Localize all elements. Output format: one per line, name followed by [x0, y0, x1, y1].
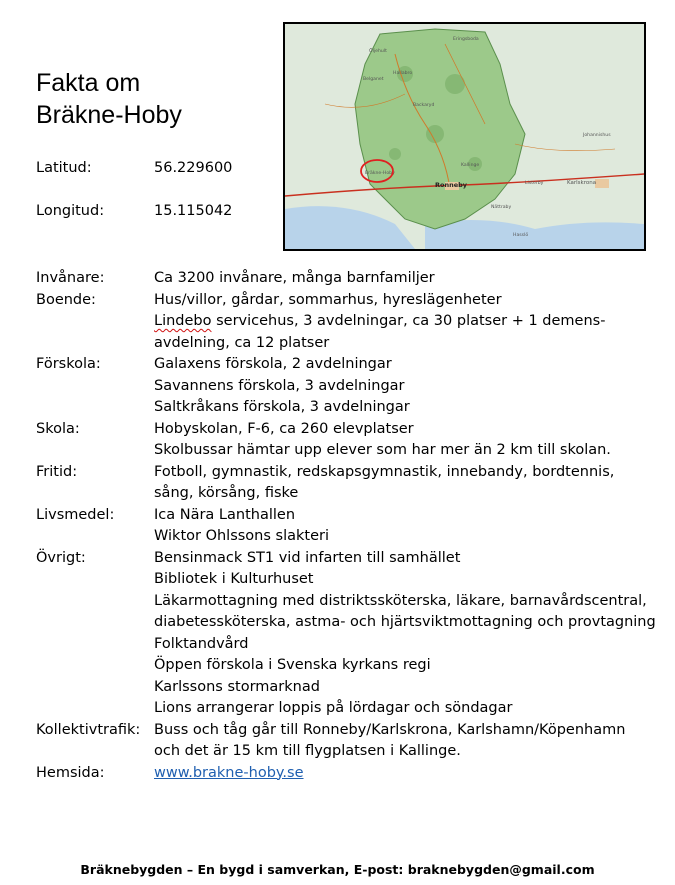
- fact-label: Kollektivtrafik:: [36, 721, 141, 738]
- fact-value: Savannens förskola, 3 avdelningar: [154, 377, 405, 394]
- map-label: Listerby: [525, 181, 544, 186]
- fact-value-rest: servicehus, 3 avdelningar, ca 30 platser + 1 demens-: [211, 313, 606, 329]
- area-map: [283, 22, 646, 251]
- latitude-value: 56.229600: [154, 160, 233, 176]
- fact-value: Lions arrangerar loppis på lördagar och söndagar: [154, 700, 513, 716]
- title-line-2: Bräkne-Hoby: [36, 101, 182, 129]
- fact-label: Fritid:: [36, 463, 78, 480]
- fact-label: Övrigt:: [36, 549, 86, 566]
- map-label: Nättraby: [491, 205, 512, 210]
- fact-value: Bibliotek i Kulturhuset: [154, 571, 314, 587]
- fact-value: Öppen förskola i Svenska kyrkans regi: [154, 657, 431, 673]
- fact-label: Invånare:: [36, 270, 105, 286]
- longitude-label: Longitud:: [36, 203, 105, 219]
- fact-value: Ca 3200 invånare, många barnfamiljer: [154, 270, 435, 286]
- facts-list: [36, 268, 656, 784]
- fact-value: Folktandvård: [154, 635, 249, 652]
- fact-value: Fotboll, gymnastik, redskapsgymnastik, innebandy, bordtennis,: [154, 463, 615, 480]
- fact-value: Saltkråkans förskola, 3 avdelningar: [154, 399, 410, 415]
- map-label: Ronneby: [435, 181, 468, 189]
- fact-kollektivtrafik: [36, 720, 656, 763]
- spellcheck-word: Lindebo: [154, 313, 212, 329]
- map-label: Kallinge: [461, 163, 480, 168]
- fact-label: Förskola:: [36, 356, 101, 372]
- fact-value: Bensinmack ST1 vid infarten till samhället: [154, 549, 461, 566]
- fact-label: Skola:: [36, 420, 80, 437]
- fact-label: Hemsida:: [36, 764, 105, 781]
- fact-fritid: [36, 462, 656, 505]
- page-title: [36, 67, 182, 131]
- map-label: Eringsboda: [453, 37, 479, 42]
- fact-value: Skolbussar hämtar upp elever som har mer än 2 km till skolan.: [154, 442, 611, 458]
- map-label: Öljehult: [369, 49, 387, 54]
- fact-value: Galaxens förskola, 2 avdelningar: [154, 356, 392, 372]
- map-label: Belganet: [363, 77, 384, 82]
- fact-value: avdelning, ca 12 platser: [154, 334, 330, 351]
- longitude-value: 15.115042: [154, 203, 233, 219]
- fact-value: diabetessköterska, astma- och hjärtsviktmottagning och provtagning: [154, 614, 656, 630]
- fact-value: Buss och tåg går till Ronneby/Karlskrona, Karlshamn/Köpenhamn: [154, 721, 626, 738]
- map-label: Hallabro: [393, 71, 413, 76]
- fact-boende: [36, 290, 656, 355]
- website-link[interactable]: www.brakne-hoby.se: [154, 764, 304, 781]
- map-graphic: [285, 24, 644, 249]
- fact-value: Hus/villor, gårdar, sommarhus, hyreslägenheter: [154, 291, 502, 308]
- fact-livsmedel: [36, 505, 656, 548]
- map-label: Johannishus: [583, 133, 611, 138]
- fact-ovrigt: [36, 548, 656, 720]
- map-label: Karlskrona: [567, 180, 597, 186]
- fact-hemsida: [36, 763, 656, 785]
- fact-skola: [36, 419, 656, 462]
- footer: Bräknebygden – En bygd i samverkan, E-post: braknebygden@gmail.com: [80, 862, 595, 877]
- map-label: Hasslö: [513, 233, 529, 238]
- fact-value: [154, 311, 656, 333]
- fact-value: Läkarmottagning med distriktssköterska, läkare, barnavårdscentral,: [154, 592, 647, 609]
- fact-value: Karlssons stormarknad: [154, 678, 320, 695]
- fact-value: Wiktor Ohlssons slakteri: [154, 528, 329, 544]
- fact-invanare: [36, 268, 656, 290]
- fact-label: Livsmedel:: [36, 506, 115, 523]
- fact-label: Boende:: [36, 291, 96, 308]
- title-line-1: Fakta om: [36, 69, 141, 97]
- fact-value: Hobyskolan, F-6, ca 260 elevplatser: [154, 420, 414, 437]
- fact-value: sång, körsång, fiske: [154, 485, 299, 501]
- fact-value: Ica Nära Lanthallen: [154, 506, 296, 523]
- fact-forskola: [36, 354, 656, 419]
- map-label: Backaryd: [413, 103, 435, 108]
- latitude-label: Latitud:: [36, 160, 92, 176]
- map-label: Bräkne-Hoby: [365, 171, 395, 176]
- fact-value: och det är 15 km till flygplatsen i Kallinge.: [154, 743, 461, 759]
